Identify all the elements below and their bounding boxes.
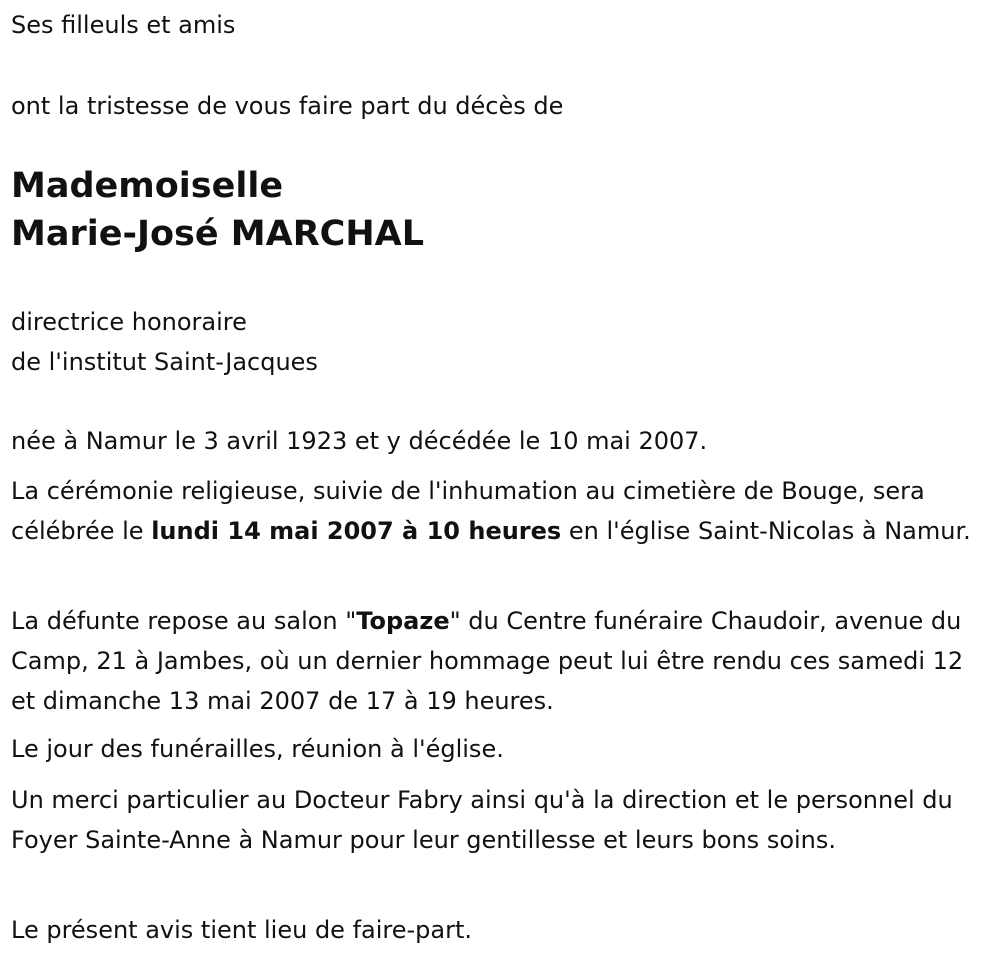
repose-paragraph [11, 601, 986, 721]
funeral-day-paragraph: Le jour des funérailles, réunion à l'église. [11, 735, 504, 763]
deceased-name: Marie-José MARCHAL [11, 214, 425, 254]
role-line-2: de l'institut Saint-Jacques [11, 348, 318, 376]
ceremony-text-start: La cérémonie religieuse, suivie de l'inhumation au cimetière de Bouge, sera célébrée le [11, 477, 925, 545]
closing-paragraph: Le présent avis tient lieu de faire-part. [11, 916, 473, 944]
ceremony-date-time: lundi 14 mai 2007 à 10 heures [151, 517, 562, 545]
birth-death-line: née à Namur le 3 avril 1923 et y décédée le 10 mai 2007. [11, 427, 708, 455]
role-line-1: directrice honoraire [11, 308, 247, 336]
thanks-paragraph: Un merci particulier au Docteur Fabry ainsi qu'à la direction et le personnel du Foyer Sainte-Anne à Namur pour leur gentillesse et leurs bons soins. [11, 786, 953, 854]
repose-text-start: La défunte repose au salon " [11, 607, 357, 635]
salon-name: Topaze [356, 607, 450, 635]
ceremony-paragraph [11, 471, 986, 551]
announcement-line: ont la tristesse de vous faire part du décès de [11, 92, 564, 120]
senders-line: Ses filleuls et amis [11, 11, 236, 39]
repose-text-end: " du Centre funéraire Chaudoir, avenue du Camp, 21 à Jambes, où un dernier hommage peut lui être rendu ces samedi 12 et dimanche 13 mai 2007 de 17 à 19 heures. [11, 607, 964, 715]
deceased-title: Mademoiselle [11, 166, 284, 206]
ceremony-text-end: en l'église Saint-Nicolas à Namur. [561, 517, 971, 545]
